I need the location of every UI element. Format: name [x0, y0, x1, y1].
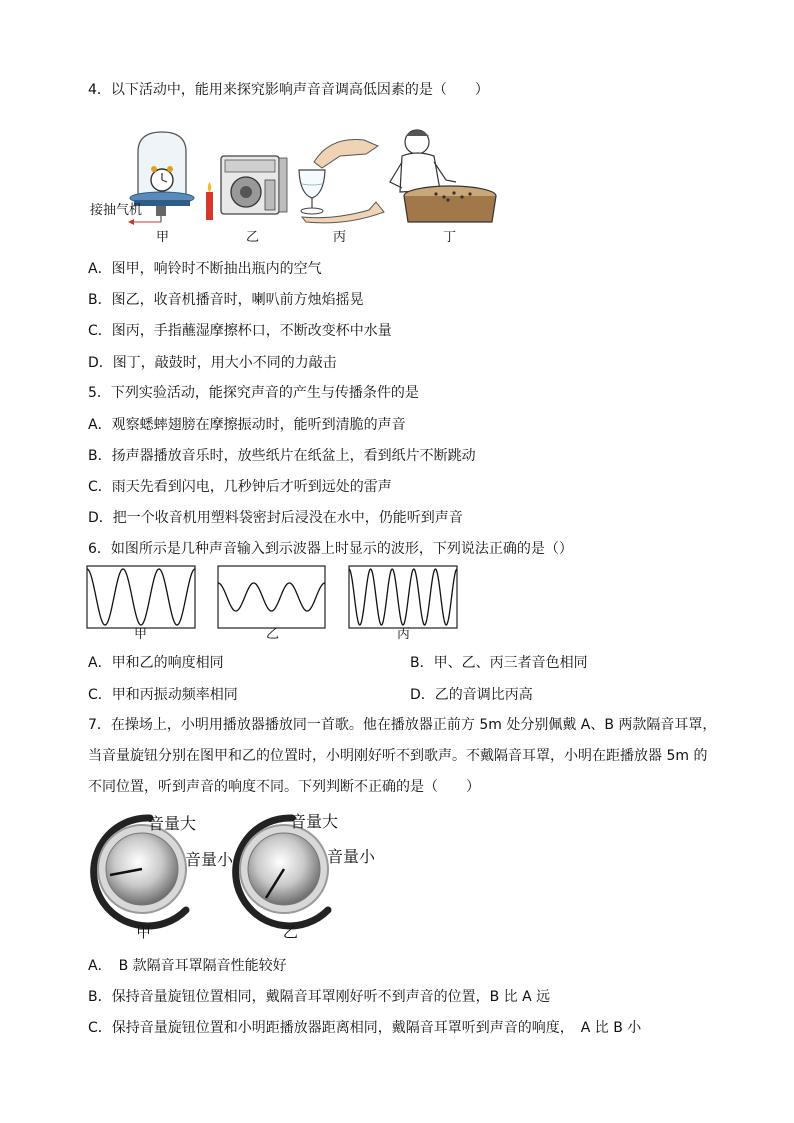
- drummer-illustration: [390, 130, 496, 222]
- q6-stem: 6．如图所示是几种声音输入到示波器上时显示的波形，下列说法正确的是（）: [88, 541, 573, 557]
- q4-caption-ding: 丁: [443, 230, 457, 245]
- q7-caption-jia: 甲: [136, 923, 152, 941]
- q7-stem-line-3: 不同位置，听到声音的响度不同。下列判断不正确的是（ ）: [88, 779, 480, 795]
- q7-option-c: C．保持音量旋钮位置和小明距播放器距离相同，戴隔音耳罩听到声音的响度， A 比 B 小: [88, 1020, 642, 1036]
- q7-stem-line-1: 7．在操场上，小明用播放器播放同一首歌。他在播放器正前方 5m 处分别佩戴 A、B 两款隔音耳罩，: [88, 717, 717, 733]
- glass-hand-illustration: [299, 139, 384, 222]
- oscilloscope-screen: [87, 566, 195, 628]
- q6-waveforms: [87, 566, 467, 630]
- q6-caption-jia: 甲: [134, 627, 148, 642]
- q5-option-c: C．雨天先看到闪电，几秒钟后才听到远处的雷声: [88, 479, 392, 495]
- q7-option-b: B．保持音量旋钮位置相同，戴隔音耳罩刚好听不到声音的位置，B 比 A 远: [88, 989, 551, 1005]
- q6-caption-yi: 乙: [266, 627, 280, 642]
- q7-knob-yi-max-label: 音量大: [290, 812, 339, 831]
- q4-option-d: D．图丁，敲鼓时，用大小不同的力敲击: [88, 355, 337, 371]
- q5-option-d: D．把一个收音机用塑料袋密封后浸没在水中，仍能听到声音: [88, 510, 463, 526]
- q6-option-b: B．甲、乙、丙三者音色相同: [410, 655, 588, 671]
- q4-option-b: B．图乙，收音机播音时，喇叭前方烛焰摇晃: [88, 292, 364, 308]
- q4-option-c: C．图丙，手指蘸湿摩擦杯口，不断改变杯中水量: [88, 323, 392, 339]
- q7-stem-line-2: 当音量旋钮分别在图甲和乙的位置时，小明刚好听不到歌声。不戴隔音耳罩，小明在距播放器 5m 的: [88, 748, 708, 764]
- q4-option-a: A．图甲，响铃时不断抽出瓶内的空气: [88, 261, 322, 277]
- q6-option-d: D．乙的音调比丙高: [410, 687, 533, 703]
- q5-stem: 5．下列实验活动，能探究声音的产生与传播条件的是: [88, 385, 419, 401]
- candle-illustration: [206, 182, 213, 220]
- q5-option-a: A．观察蟋蟀翅膀在摩擦振动时，能听到清脆的声音: [88, 417, 406, 433]
- q6-option-a: A．甲和乙的响度相同: [88, 655, 224, 671]
- q4-stem: 4．以下活动中，能用来探究影响声音音调高低因素的是（ ）: [88, 82, 489, 98]
- q7-knob-jia-min-label: 音量小: [185, 850, 234, 869]
- q7-option-a: A． B 款隔音耳罩隔音性能较好: [88, 958, 287, 974]
- q7-knob-yi-min-label: 音量小: [327, 847, 376, 866]
- q6-caption-bing: 丙: [397, 627, 411, 642]
- q4-pump-label: 接抽气机: [90, 203, 143, 218]
- knob-jia: [94, 818, 186, 926]
- q5-option-b: B．扬声器播放音乐时，放些纸片在纸盆上，看到纸片不断跳动: [88, 448, 476, 464]
- q7-caption-yi: 乙: [283, 923, 299, 941]
- q7-knobs-figure: [90, 814, 390, 924]
- q4-figure: [84, 122, 504, 242]
- oscilloscope-screen: [218, 566, 325, 628]
- radio-illustration: [221, 156, 287, 214]
- q4-caption-yi: 乙: [246, 230, 260, 245]
- q6-option-c: C．甲和丙振动频率相同: [88, 687, 238, 703]
- q7-knob-jia-max-label: 音量大: [148, 814, 197, 833]
- q4-caption-jia: 甲: [156, 230, 170, 245]
- knob-yi: [236, 818, 328, 926]
- q4-caption-bing: 丙: [333, 230, 347, 245]
